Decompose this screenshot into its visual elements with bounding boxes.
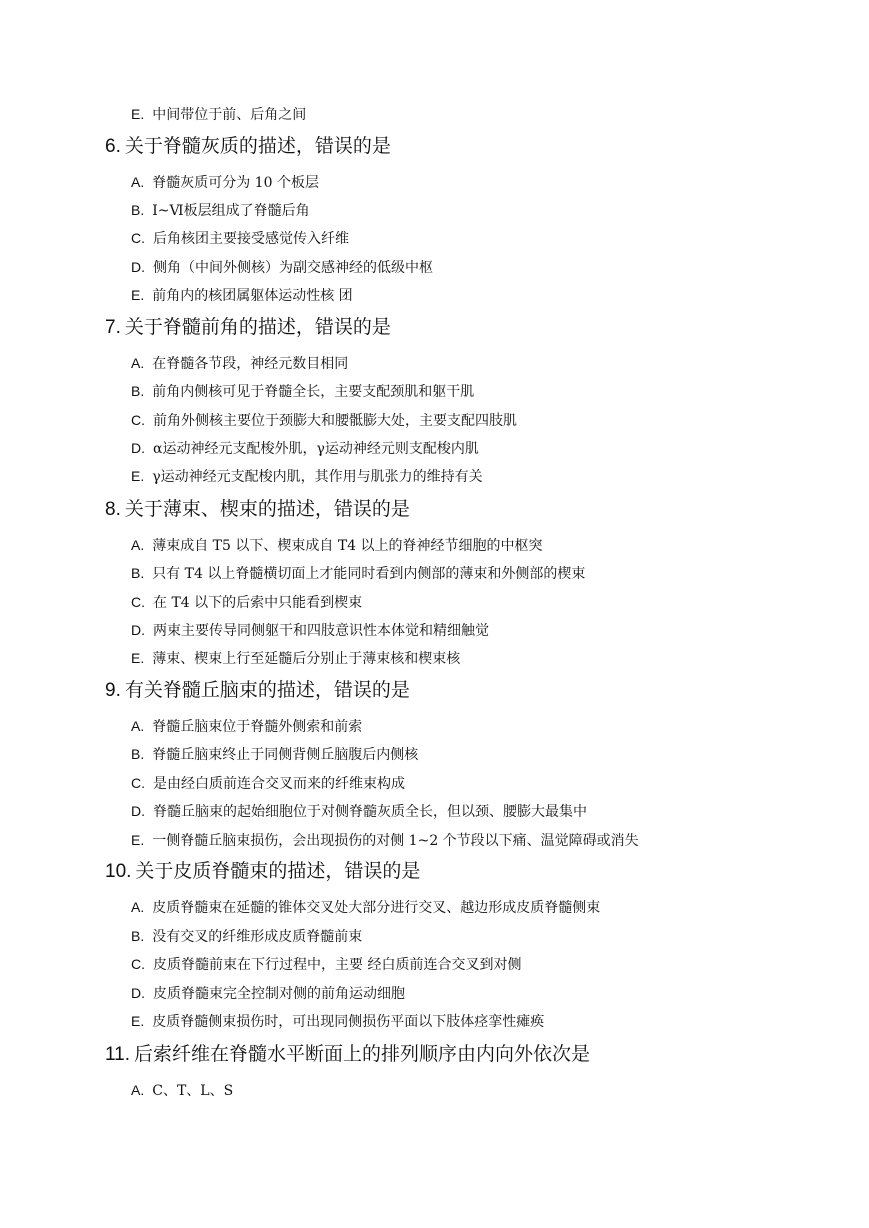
option-7C — [131, 410, 517, 431]
option-label: D. — [131, 440, 145, 456]
option-text: 脊髓丘脑束终止于同侧背侧丘脑腹后内侧核 — [152, 747, 419, 763]
question-number: 6. — [105, 136, 121, 157]
question-7-title — [105, 314, 391, 341]
question-11-title — [105, 1041, 590, 1068]
option-label: D. — [131, 259, 145, 275]
option-label: C. — [131, 775, 145, 791]
option-9C — [131, 773, 405, 794]
question-text: 关于脊髓灰质的描述，错误的是 — [124, 135, 391, 157]
option-6A — [131, 172, 319, 193]
option-text: 皮质脊髓前束在下行过程中，主要 经白质前连合交叉到对侧 — [153, 957, 522, 973]
option-label: C. — [131, 594, 145, 610]
option-text: γ运动神经元支配梭内肌，其作用与肌张力的维持有关 — [152, 469, 483, 485]
question-number: 7. — [105, 317, 121, 338]
option-9A — [131, 716, 362, 737]
option-label: B. — [131, 565, 145, 581]
option-8C — [131, 592, 362, 613]
option-label: B. — [131, 928, 145, 944]
option-text: 皮质脊髓侧束损伤时，可出现同侧损伤平面以下肢体痉挛性瘫痪 — [152, 1014, 545, 1030]
option-text: C、T、L、S — [152, 1083, 234, 1099]
option-text: 前角内侧核可见于脊髓全长，主要支配颈肌和躯干肌 — [152, 384, 475, 400]
option-text: 皮质脊髓束完全控制对侧的前角运动细胞 — [153, 986, 405, 1002]
option-text: 是由经白质前连合交叉而来的纤维束构成 — [153, 776, 405, 792]
question-number: 8. — [105, 499, 121, 520]
option-6C — [131, 228, 349, 249]
option-10B — [131, 926, 362, 947]
question-9-title — [105, 677, 410, 704]
option-label: A. — [131, 1082, 145, 1098]
question-6-title — [105, 133, 391, 160]
option-6D — [131, 257, 433, 278]
option-label: B. — [131, 746, 145, 762]
option-7A — [131, 353, 348, 374]
question-text: 关于薄束、楔束的描述，错误的是 — [124, 498, 410, 520]
option-7E — [131, 466, 483, 487]
question-number: 11. — [105, 1044, 131, 1065]
option-10D — [131, 983, 405, 1004]
option-text: 在脊髓各节段，神经元数目相同 — [152, 356, 349, 372]
option-7B — [131, 381, 474, 402]
question-8-title — [105, 496, 410, 523]
option-text: 脊髓丘脑束的起始细胞位于对侧脊髓灰质全长，但以颈、腰膨大最集中 — [153, 804, 587, 820]
option-label: A. — [131, 718, 145, 734]
question-text: 有关脊髓丘脑束的描述，错误的是 — [124, 679, 410, 701]
option-text: 侧角（中间外侧核）为副交感神经的低级中枢 — [153, 260, 433, 276]
option-9E — [131, 830, 639, 851]
option-text: 前角内的核团属躯体运动性核 团 — [152, 288, 353, 304]
option-text: 一侧脊髓丘脑束损伤，会出现损伤的对侧 1~2 个节段以下痛、温觉障碍或消失 — [152, 833, 639, 849]
option-label: E. — [131, 1013, 145, 1029]
option-label: D. — [131, 985, 145, 1001]
option-label: E. — [131, 650, 145, 666]
option-text: α运动神经元支配梭外肌，γ运动神经元则支配梭内肌 — [153, 441, 479, 457]
option-label: C. — [131, 230, 145, 246]
option-11A — [131, 1080, 233, 1101]
option-text: 后角核团主要接受感觉传入纤维 — [153, 231, 349, 247]
option-text: 两束主要传导同侧躯干和四肢意识性本体觉和精细触觉 — [153, 623, 489, 639]
option-8A — [131, 535, 543, 556]
option-label: E. — [131, 832, 145, 848]
question-10-title — [105, 858, 420, 885]
option-label: C. — [131, 956, 145, 972]
option-8D — [131, 620, 489, 641]
option-text: 在 T4 以下的后索中只能看到楔束 — [153, 595, 363, 611]
option-label: E. — [131, 106, 145, 122]
option-text: 脊髓灰质可分为 10 个板层 — [152, 175, 319, 191]
option-text: 前角外侧核主要位于颈膨大和腰骶膨大处，主要支配四肢肌 — [153, 413, 517, 429]
option-text: 脊髓丘脑束位于脊髓外侧索和前索 — [152, 719, 363, 735]
option-text: 只有 T4 以上脊髓横切面上才能同时看到内侧部的薄束和外侧部的楔束 — [152, 566, 586, 582]
question-text: 关于脊髓前角的描述，错误的是 — [124, 316, 391, 338]
question-text: 后索纤维在脊髓水平断面上的排列顺序由内向外依次是 — [134, 1043, 591, 1065]
option-label: A. — [131, 355, 145, 371]
option-label: D. — [131, 803, 145, 819]
option-8B — [131, 563, 585, 584]
option-label: A. — [131, 537, 145, 553]
option-label: E. — [131, 287, 145, 303]
option-6B — [131, 200, 310, 221]
option-8E — [131, 648, 460, 669]
option-7D — [131, 438, 479, 459]
option-9B — [131, 744, 418, 765]
option-9D — [131, 801, 587, 822]
option-text: 薄束、楔束上行至延髓后分别止于薄束核和楔束核 — [152, 651, 461, 667]
question-text: 关于皮质脊髓束的描述，错误的是 — [135, 860, 421, 882]
option-10E — [131, 1011, 544, 1032]
option-label: B. — [131, 383, 145, 399]
option-5E — [131, 104, 306, 125]
option-label: A. — [131, 899, 145, 915]
option-label: B. — [131, 202, 145, 218]
option-text: 中间带位于前、后角之间 — [152, 107, 307, 123]
option-label: E. — [131, 468, 145, 484]
option-text: 皮质脊髓束在延髓的锥体交叉处大部分进行交叉、越边形成皮质脊髓侧束 — [152, 900, 601, 916]
question-number: 10. — [105, 861, 132, 882]
option-label: D. — [131, 622, 145, 638]
question-number: 9. — [105, 680, 121, 701]
option-6E — [131, 285, 353, 306]
option-10C — [131, 954, 521, 975]
option-text: Ⅰ~Ⅵ板层组成了脊髓后角 — [152, 203, 310, 219]
option-label: A. — [131, 174, 145, 190]
option-text: 没有交叉的纤维形成皮质脊髓前束 — [152, 929, 363, 945]
option-label: C. — [131, 412, 145, 428]
option-10A — [131, 897, 600, 918]
option-text: 薄束成自 T5 以下、楔束成自 T4 以上的脊神经节细胞的中枢突 — [152, 538, 543, 554]
